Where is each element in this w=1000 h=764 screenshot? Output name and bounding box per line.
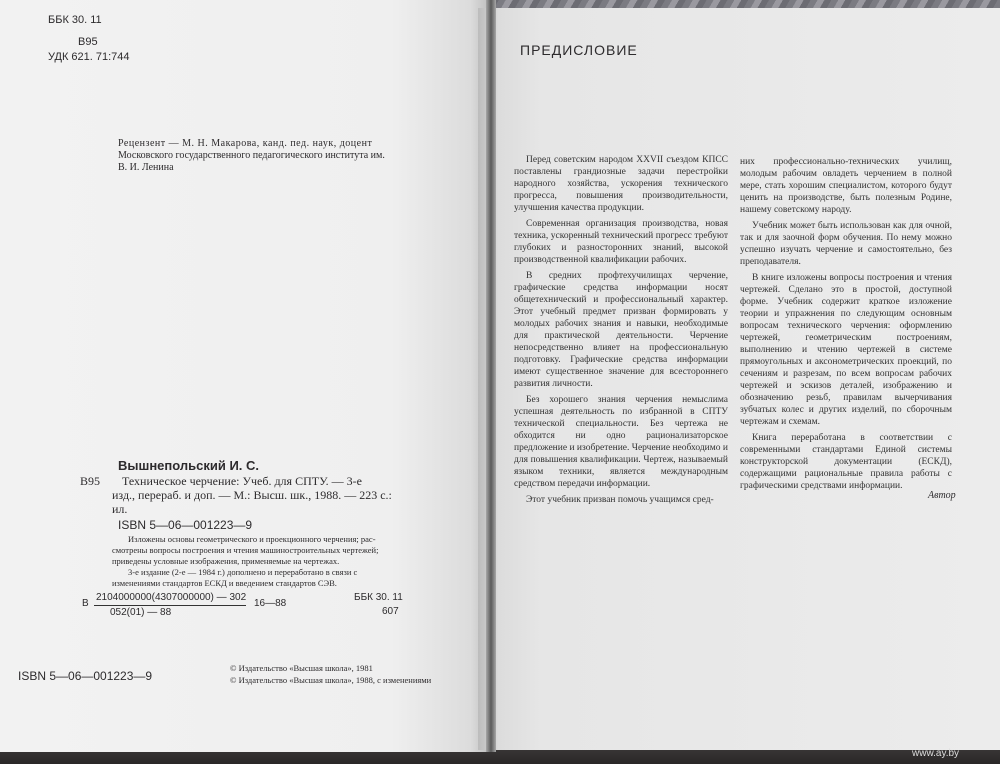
- biblio-line: Техническое черчение: Учеб. для СПТУ. — 3-е: [122, 474, 362, 488]
- biblio-line: ил.: [112, 502, 128, 516]
- preface-paragraph: Без хорошего знания черчения немыслима успешная деятельность по избранной в СПТУ технической специальности. Без чертежа не обходится ни одно рационализаторское предложение и изобретение. Черчение необходимо и для повышения квалификации. Чертеж, называемый языком техники, является международным средством передачи информации.: [514, 395, 728, 489]
- reviewer-line: Московского государственного педагогического института им.: [118, 150, 385, 161]
- annotation-line: изменениями стандартов ЕСКД и введением стандартов СЭВ.: [112, 578, 337, 588]
- preface-column-left: [514, 154, 728, 510]
- b95-left: В95: [80, 474, 101, 488]
- b95-code: В95: [78, 36, 98, 48]
- udk-code: УДК 621. 71:744: [48, 51, 130, 63]
- annotation-line: 3-е издание (2-е — 1984 г.) дополнено и переработано в связи с: [128, 567, 358, 577]
- annotation-line: Изложены основы геометрического и проекционного черчения; рас-: [128, 534, 376, 544]
- formula-denominator: 052(01) — 88: [110, 607, 172, 618]
- formula-num: 607: [382, 606, 399, 617]
- right-page: [478, 8, 1000, 750]
- formula-suffix: 16—88: [254, 598, 287, 609]
- preface-paragraph: В средних профтехучилищах черчение, графические средства информации носят общетехнический и профессиональный характер. Этот учебный предмет призван формировать у молодых рабочих знания и навыки, необходимые для практической деятельности. Черчение непосредственно влияет на профессиональную подготовку. Графические средства информации имеют существенное значение для всестороннего развития личности.: [514, 271, 728, 389]
- preface-heading: ПРЕДИСЛОВИЕ: [520, 42, 638, 58]
- book-spine: [486, 0, 496, 752]
- bbk-code: ББК 30. 11: [48, 14, 102, 26]
- preface-paragraph: Учебник может быть использован как для очной, так и для заочной форм обучения. По нему можно успешно изучать черчение и самостоятельно, без преподавателя.: [740, 221, 952, 267]
- preface-paragraph: Книга переработана в соответствии с современными стандартами Единой системы конструкторской документации (ЕСКД), содержащими рациональные правила работы с графическими средствами информации.: [740, 433, 952, 491]
- isbn: ISBN 5—06—001223—9: [118, 518, 253, 532]
- preface-paragraph: В книге изложены вопросы построения и чтения чертежей. Сделано это в простой, доступной форме. Учебник содержит краткое изложение теории и упражнения по следующим основным вопросам технического черчения: оформлению чертежей, геометрическим построениям, выполнению и чтению чертежей в системе прямоугольных и аксонометрических проекций, по сечениям и разрезам, по всем вопросам рабочих чертежей и эскизов деталей, изображению и обозначению резьб, правилам вычерчивания зубчатых колес и других изделий, по сборочным чертежам и схемам.: [740, 273, 952, 427]
- show-through-print: [170, 70, 290, 180]
- reviewer-line: Рецензент — М. Н. Макарова, канд. пед. наук, доцент: [118, 138, 373, 149]
- preface-signature: Автор: [928, 490, 956, 501]
- formula-letter: В: [82, 598, 89, 609]
- annotation-line: приведены условные изображения, применяемые на чертежах.: [112, 556, 340, 566]
- reviewer-line: В. И. Ленина: [118, 162, 174, 173]
- left-page: [0, 0, 490, 752]
- preface-paragraph: них профессионально-технических училищ, молодым рабочим овладеть черчением в полной мере, стать хорошим специалистом, которого будут ценить на производстве, быть полезным Родине, нашему советскому народу.: [740, 157, 952, 215]
- preface-column-right: [740, 156, 952, 496]
- preface-paragraph: Перед советским народом XXVII съездом КПСС поставлены грандиозные задачи перестройки народного хозяйства, ускорения технического прогресса, повышения производительности, улучшения качества продукции.: [514, 155, 728, 213]
- formula-bbk: ББК 30. 11: [354, 592, 403, 603]
- preface-paragraph: Современная организация производства, новая техника, ускоренный технический прогресс требуют глубоких и разносторонних знаний, высокой производственной квалификации рабочих.: [514, 219, 728, 265]
- copyright-line: © Издательство «Высшая школа», 1981: [230, 663, 373, 673]
- preface-paragraph: Этот учебник призван помочь учащимся сред-: [526, 495, 714, 505]
- formula-bar: [94, 605, 246, 606]
- isbn-bottom: ISBN 5—06—001223—9: [18, 669, 153, 683]
- watermark: www.ay.by: [912, 748, 960, 759]
- annotation-line: смотрены вопросы построения и чтения машиностроительных чертежей;: [112, 545, 379, 555]
- author-name: Вышнепольский И. С.: [118, 458, 260, 473]
- biblio-line: изд., перераб. и доп. — М.: Высш. шк., 1988. — 223 с.:: [112, 488, 392, 502]
- formula-numerator: 2104000000(4307000000) — 302: [96, 592, 247, 603]
- copyright-line: © Издательство «Высшая школа», 1988, с изменениями: [230, 675, 432, 685]
